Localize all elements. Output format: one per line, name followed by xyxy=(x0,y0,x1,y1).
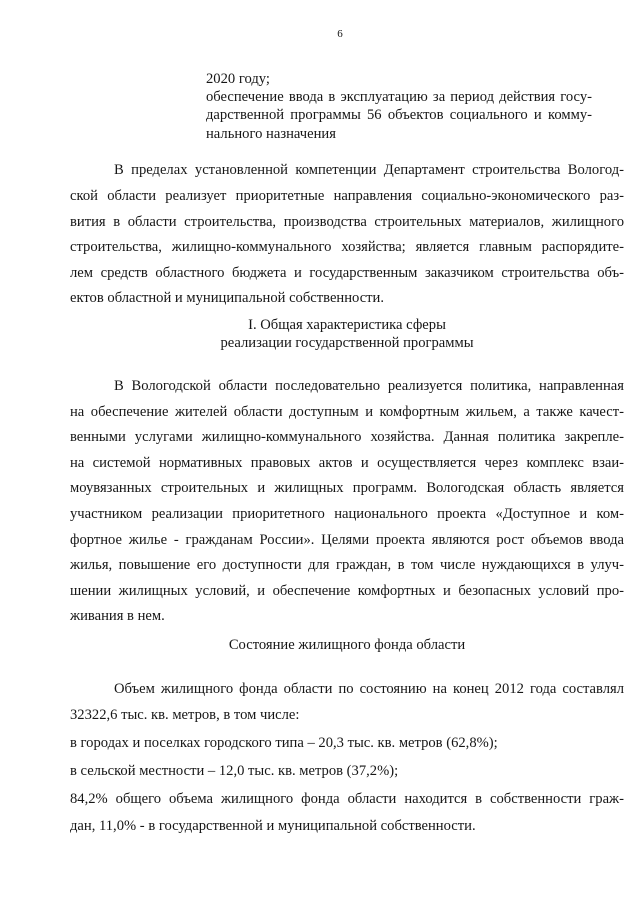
paragraph-line: фортное жилье - гражданам России». Целями проекта являются рост объемов ввода xyxy=(70,532,624,548)
paragraph-line: шении жилищных условий, и обеспечение комфортных и безопасных условий про- xyxy=(70,583,624,599)
paragraph-line: 32322,6 тыс. кв. метров, в том числе: xyxy=(70,707,300,723)
paragraph-line: моувязанных строительных и жилищных программ. Вологодская область является xyxy=(70,480,624,496)
list-tail-line: дарственной программы 56 объектов социального и комму- xyxy=(206,107,592,123)
paragraph-line: живания в нем. xyxy=(70,608,165,624)
list-tail-line: нального назначения xyxy=(206,126,336,142)
paragraph-line: жилья, повышение его доступности для граждан, в том числе нуждающихся в улуч- xyxy=(70,557,624,573)
list-tail-line: 2020 году; xyxy=(206,71,270,87)
section-heading-line: реализации государственной программы xyxy=(220,335,474,351)
housing-subheading: Состояние жилищного фонда области xyxy=(228,637,466,653)
paragraph-line: строительства, жилищно-коммунального хозяйства; является главным распорядите- xyxy=(70,239,624,255)
paragraph-line: в сельской местности – 12,0 тыс. кв. метров (37,2%); xyxy=(70,763,399,779)
paragraph-line: В пределах установленной компетенции Департамент строительства Вологод- xyxy=(114,162,624,178)
paragraph-line: на системой нормативных правовых актов и осуществляется через комплекс взаи- xyxy=(70,455,624,471)
paragraph-line: Объем жилищного фонда области по состоянию на конец 2012 года составлял xyxy=(114,681,624,697)
paragraph-line: на обеспечение жителей области доступным и комфортным жильем, а также качест- xyxy=(70,404,624,420)
paragraph-line: вития в области строительства, производства строительных материалов, жилищного xyxy=(70,214,624,230)
paragraph-line: в городах и поселках городского типа – 20,3 тыс. кв. метров (62,8%); xyxy=(70,735,498,751)
paragraph-line: участником реализации приоритетного национального проекта «Доступное и ком- xyxy=(70,506,624,522)
paragraph-line: В Вологодской области последовательно реализуется политика, направленная xyxy=(114,378,624,394)
page-number: 6 xyxy=(337,28,343,40)
paragraph-line: ектов областной и муниципальной собственности. xyxy=(70,290,385,306)
paragraph-line: 84,2% общего объема жилищного фонда области находится в собственности граж- xyxy=(70,791,624,807)
paragraph-line: дан, 11,0% - в государственной и муниципальной собственности. xyxy=(70,818,476,834)
paragraph-line: ской области реализует приоритетные направления социально-экономического раз- xyxy=(70,188,624,204)
list-tail-line: обеспечение ввода в эксплуатацию за период действия госу- xyxy=(206,89,592,105)
section-heading-line: I. Общая характеристика сферы xyxy=(248,317,446,333)
paragraph-line: венными услугами жилищно-коммунального хозяйства. Данная политика закрепле- xyxy=(70,429,624,445)
paragraph-line: лем средств областного бюджета и государственным заказчиком строительства объ- xyxy=(70,265,624,281)
